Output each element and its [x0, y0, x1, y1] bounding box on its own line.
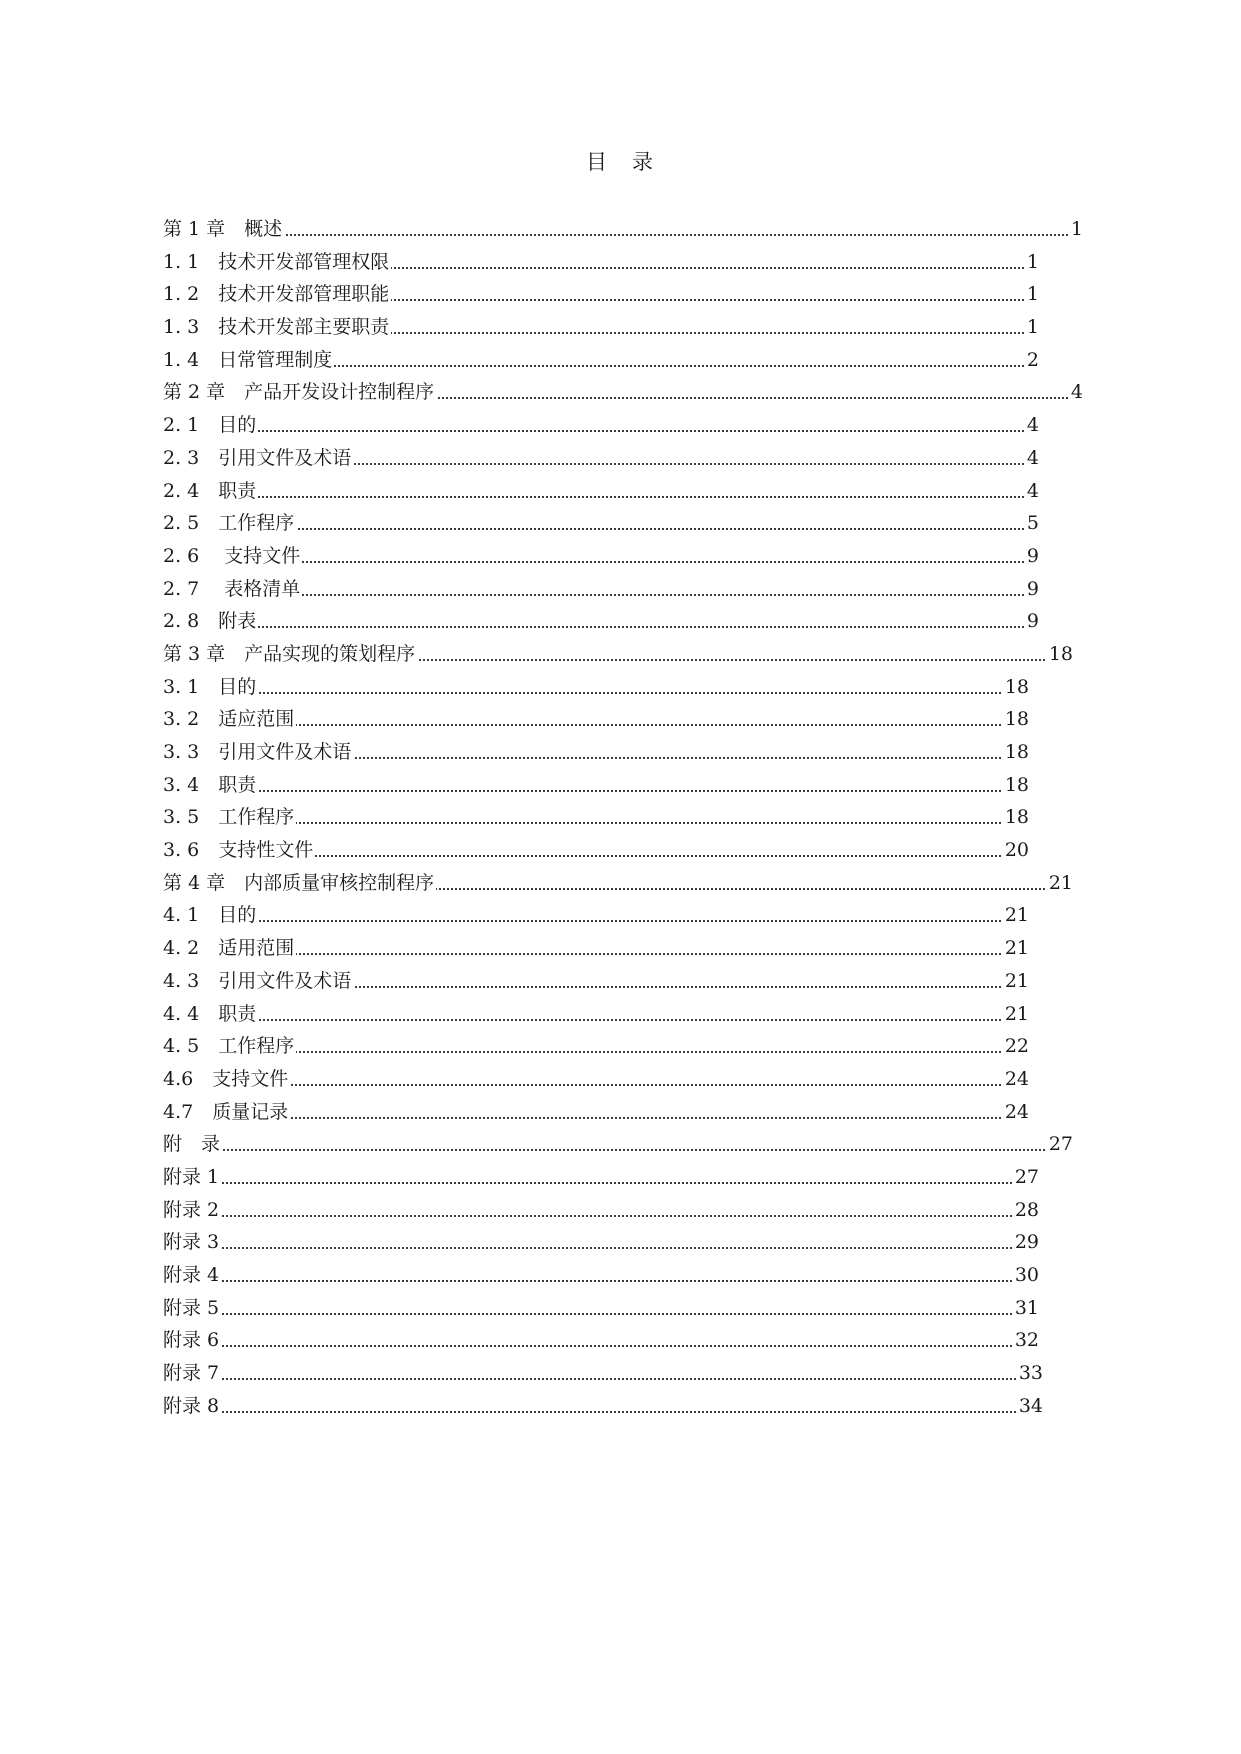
toc-entry-label: 2. 6 支持文件 — [163, 540, 302, 572]
toc-entry-page-number: 1 — [1025, 278, 1039, 310]
toc-entry[interactable] — [163, 1030, 1029, 1063]
toc-entry-label: 2. 8 附表 — [163, 605, 258, 637]
toc-entry-label: 2. 7 表格清单 — [163, 573, 302, 605]
toc-entry[interactable] — [163, 1226, 1039, 1259]
toc-entry-page-number: 21 — [1003, 998, 1029, 1030]
toc-entry-label: 4.7 质量记录 — [163, 1096, 290, 1128]
toc-entry-label: 附录 2 — [163, 1194, 221, 1226]
dot-leader — [163, 1215, 1039, 1217]
toc-entry[interactable] — [163, 671, 1029, 704]
toc-entry[interactable] — [163, 475, 1039, 508]
dot-leader — [163, 1182, 1039, 1184]
toc-entry-label: 附录 7 — [163, 1357, 221, 1389]
toc-entry[interactable] — [163, 703, 1029, 736]
toc-entry[interactable] — [163, 442, 1039, 475]
toc-entry[interactable] — [163, 1259, 1039, 1292]
toc-entry-page-number: 27 — [1013, 1161, 1039, 1193]
toc-entry-page-number: 29 — [1013, 1226, 1039, 1258]
toc-entry-label: 3. 4 职责 — [163, 769, 258, 801]
toc-entry-label: 第 3 章 产品实现的策划程序 — [163, 638, 417, 670]
dot-leader — [163, 1117, 1029, 1119]
toc-entry[interactable] — [163, 1096, 1029, 1129]
toc-entry-label: 第 2 章 产品开发设计控制程序 — [163, 376, 436, 408]
toc-entry-page-number: 18 — [1003, 703, 1029, 735]
toc-entry-page-number: 28 — [1013, 1194, 1039, 1226]
toc-entry-label: 4. 3 引用文件及术语 — [163, 965, 353, 997]
toc-entry[interactable] — [163, 638, 1073, 671]
toc-title: 目 录 — [586, 150, 655, 174]
toc-entry[interactable] — [163, 801, 1029, 834]
dot-leader — [163, 626, 1039, 628]
dot-leader — [163, 1247, 1039, 1249]
toc-entry-label: 4. 4 职责 — [163, 998, 258, 1030]
toc-entry[interactable] — [163, 1324, 1039, 1357]
toc-entry[interactable] — [163, 376, 1083, 409]
toc-entry-label: 3. 1 目的 — [163, 671, 258, 703]
toc-entry-label: 3. 5 工作程序 — [163, 801, 296, 833]
dot-leader — [163, 1345, 1039, 1347]
toc-entry[interactable] — [163, 605, 1039, 638]
toc-entry-page-number: 24 — [1003, 1063, 1029, 1095]
toc-entry-page-number: 21 — [1003, 965, 1029, 997]
toc-entry-label: 1. 3 技术开发部主要职责 — [163, 311, 391, 343]
toc-entry-page-number: 1 — [1069, 213, 1083, 245]
dot-leader — [163, 1280, 1039, 1282]
toc-entry-label: 1. 1 技术开发部管理权限 — [163, 246, 391, 278]
toc-entry[interactable] — [163, 769, 1029, 802]
toc-entry-page-number: 2 — [1025, 344, 1039, 376]
toc-entry-label: 4. 1 目的 — [163, 899, 258, 931]
toc-entry-page-number: 18 — [1047, 638, 1073, 670]
dot-leader — [163, 1149, 1073, 1151]
toc-entry-page-number: 34 — [1017, 1390, 1043, 1422]
toc-entry-label: 2. 5 工作程序 — [163, 507, 296, 539]
toc-entry-page-number: 18 — [1003, 671, 1029, 703]
toc-entry-label: 2. 3 引用文件及术语 — [163, 442, 353, 474]
toc-entry[interactable] — [163, 311, 1039, 344]
toc-entry[interactable] — [163, 278, 1039, 311]
dot-leader — [163, 496, 1039, 498]
dot-leader — [163, 1411, 1043, 1413]
toc-entry[interactable] — [163, 213, 1083, 246]
toc-entry[interactable] — [163, 540, 1039, 573]
dot-leader — [163, 790, 1029, 792]
toc-entry-label: 附录 3 — [163, 1226, 221, 1258]
toc-entry-label: 3. 6 支持性文件 — [163, 834, 315, 866]
toc-entry-label: 第 4 章 内部质量审核控制程序 — [163, 867, 436, 899]
toc-entry[interactable] — [163, 1128, 1073, 1161]
toc-entry-page-number: 9 — [1025, 540, 1039, 572]
toc-entry[interactable] — [163, 899, 1029, 932]
toc-entry-label: 附录 1 — [163, 1161, 221, 1193]
toc-entry-label: 4. 5 工作程序 — [163, 1030, 296, 1062]
toc-entry-label: 附录 8 — [163, 1390, 221, 1422]
toc-entry[interactable] — [163, 998, 1029, 1031]
toc-entry-page-number: 1 — [1025, 246, 1039, 278]
toc-entry-label: 4. 2 适用范围 — [163, 932, 296, 964]
toc-entry-page-number: 4 — [1025, 409, 1039, 441]
toc-entry-label: 附录 5 — [163, 1292, 221, 1324]
toc-entry-page-number: 32 — [1013, 1324, 1039, 1356]
toc-entry-page-number: 4 — [1025, 475, 1039, 507]
toc-entry-page-number: 9 — [1025, 605, 1039, 637]
dot-leader — [163, 920, 1029, 922]
toc-entry-label: 附录 4 — [163, 1259, 221, 1291]
table-of-contents — [163, 213, 1083, 1422]
toc-entry-label: 1. 4 日常管理制度 — [163, 344, 334, 376]
dot-leader — [163, 1378, 1043, 1380]
toc-entry-label: 4.6 支持文件 — [163, 1063, 290, 1095]
toc-entry-page-number: 33 — [1017, 1357, 1043, 1389]
toc-entry[interactable] — [163, 1063, 1029, 1096]
toc-entry[interactable] — [163, 834, 1029, 867]
toc-entry-label: 2. 4 职责 — [163, 475, 258, 507]
toc-entry[interactable] — [163, 507, 1039, 540]
toc-entry[interactable] — [163, 1357, 1043, 1390]
toc-entry-page-number: 30 — [1013, 1259, 1039, 1291]
toc-entry-page-number: 5 — [1025, 507, 1039, 539]
toc-entry-page-number: 27 — [1047, 1128, 1073, 1160]
toc-entry-page-number: 24 — [1003, 1096, 1029, 1128]
toc-entry-label: 2. 1 目的 — [163, 409, 258, 441]
dot-leader — [163, 1084, 1029, 1086]
toc-entry-label: 附 录 — [163, 1128, 222, 1160]
toc-entry-page-number: 18 — [1003, 801, 1029, 833]
toc-entry-page-number: 18 — [1003, 769, 1029, 801]
toc-entry-label: 第 1 章 概述 — [163, 213, 284, 245]
toc-entry-page-number: 31 — [1013, 1292, 1039, 1324]
toc-entry-page-number: 4 — [1025, 442, 1039, 474]
toc-entry-page-number: 21 — [1047, 867, 1073, 899]
toc-entry-label: 3. 3 引用文件及术语 — [163, 736, 353, 768]
dot-leader — [163, 234, 1083, 236]
toc-entry-label: 1. 2 技术开发部管理职能 — [163, 278, 391, 310]
toc-entry[interactable] — [163, 409, 1039, 442]
toc-entry-page-number: 1 — [1025, 311, 1039, 343]
toc-entry[interactable] — [163, 1292, 1039, 1325]
toc-entry-page-number: 9 — [1025, 573, 1039, 605]
toc-entry-page-number: 21 — [1003, 932, 1029, 964]
toc-entry[interactable] — [163, 932, 1029, 965]
toc-entry[interactable] — [163, 736, 1029, 769]
toc-entry-page-number: 18 — [1003, 736, 1029, 768]
dot-leader — [163, 1019, 1029, 1021]
toc-entry[interactable] — [163, 246, 1039, 279]
toc-entry[interactable] — [163, 1194, 1039, 1227]
toc-entry-page-number: 21 — [1003, 899, 1029, 931]
dot-leader — [163, 692, 1029, 694]
toc-entry[interactable] — [163, 344, 1039, 377]
dot-leader — [163, 430, 1039, 432]
toc-entry-label: 附录 6 — [163, 1324, 221, 1356]
toc-entry-page-number: 22 — [1003, 1030, 1029, 1062]
toc-entry[interactable] — [163, 1161, 1039, 1194]
toc-entry-page-number: 4 — [1069, 376, 1083, 408]
toc-entry[interactable] — [163, 867, 1073, 900]
dot-leader — [163, 1313, 1039, 1315]
toc-entry-page-number: 20 — [1003, 834, 1029, 866]
toc-entry[interactable] — [163, 573, 1039, 606]
toc-entry[interactable] — [163, 1390, 1043, 1423]
toc-entry-label: 3. 2 适应范围 — [163, 703, 296, 735]
toc-entry[interactable] — [163, 965, 1029, 998]
